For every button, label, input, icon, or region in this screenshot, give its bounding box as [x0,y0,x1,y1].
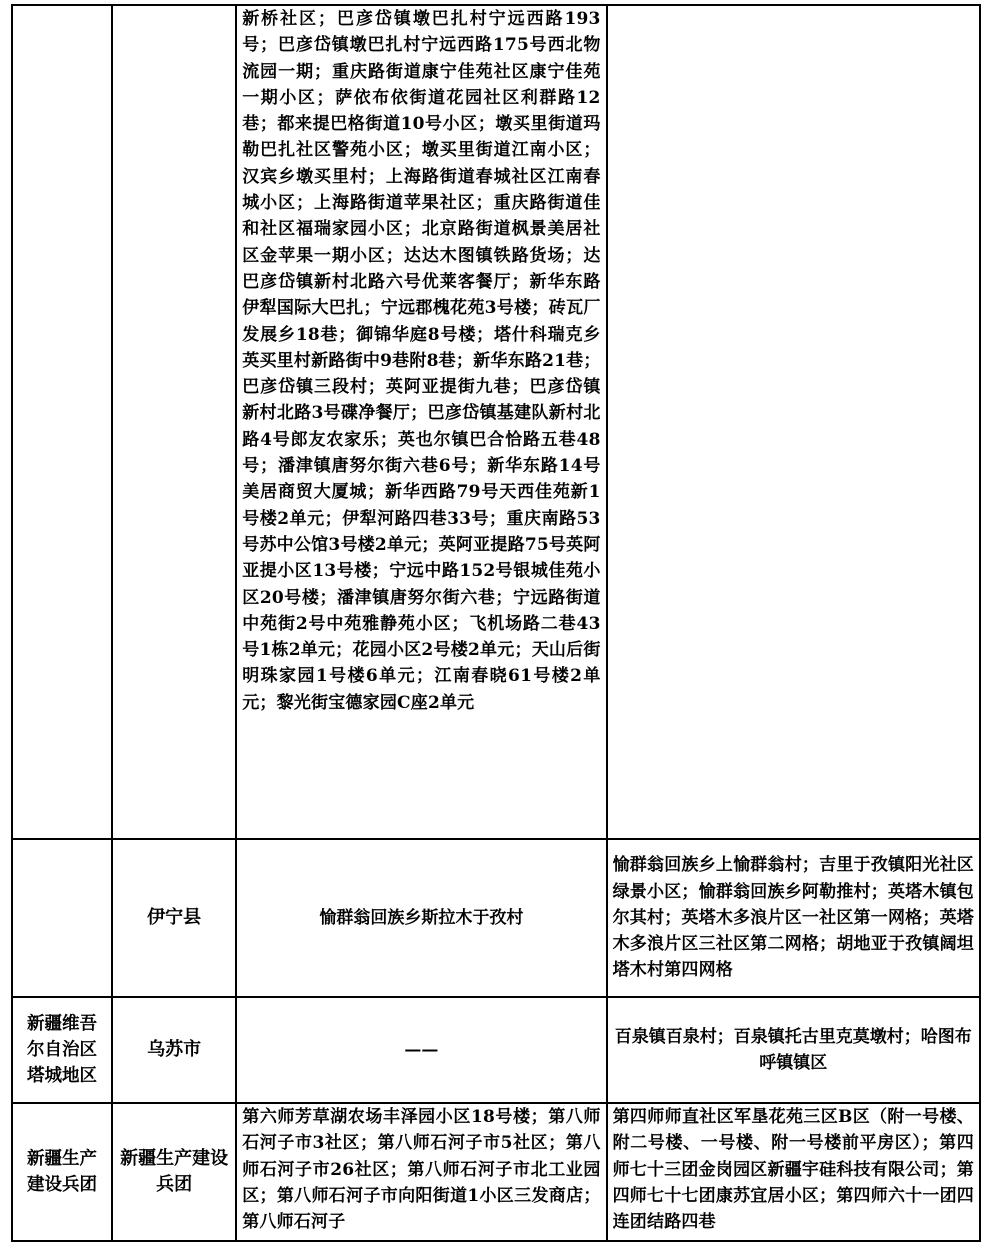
region-cell [12,839,112,997]
mid-risk-areas-cell [607,839,980,997]
high-risk-areas-cell: 愉群翁回族乡斯拉木于孜村 [236,839,606,997]
high-risk-areas-cell: —— [236,997,606,1103]
high-risk-areas-text: 第六师芳草湖农场丰泽园小区18号楼；第八师石河子市3社区；第八师石河子市5社区；第八师石河子市26社区；第八师石河子市北工业园区；第八师石河子市向阳街道1小区三发商店；第八师石河子 [242,1107,601,1233]
high-risk-areas-cell [236,1103,606,1241]
region-cell: 新疆生产建设兵团 [12,1103,112,1241]
region-cell: 新疆维吾尔自治区塔城地区 [12,997,112,1103]
mid-risk-areas-cell [607,1103,980,1241]
risk-area-table [11,4,981,1242]
district-cell: 乌苏市 [112,997,236,1103]
district-cell: 新疆生产建设兵团 [112,1103,236,1241]
high-risk-areas-cell [236,5,606,839]
mid-risk-areas-text: 第四师师直社区军垦花苑三区B区（附一号楼、附二号楼、一号楼、附一号楼前平房区）；第四师七十三团金岗园区新疆宇硅科技有限公司；第四师七十七团康苏宜居小区；第四师六十一团四连团结路四巷 [612,1107,974,1233]
high-risk-areas-text: 新桥社区；巴彦岱镇墩巴扎村宁远西路193号；巴彦岱镇墩巴扎村宁远西路175号西北物流园一期；重庆路街道康宁佳苑社区康宁佳苑一期小区；萨依布依街道花园社区利群路12巷；都来提巴格街道10号小区；墩买里街道玛勒巴扎社区警苑小区；墩买里街道江南小区；汉宾乡墩买里村；上海路街道春城社区江南春城小区；上海路街道苹果社区；重庆路街道佳和社区福瑞家园小区；北京路街道枫景美居社区金苹果一期小区；达达木图镇铁路货场；达巴彦岱镇新村北路六号优莱客餐厅；新华东路伊犁国际大巴扎；宁远郡槐花苑3号楼；砖瓦厂发展乡18巷；御锦华庭8号楼；塔什科瑞克乡英买里村新路街中9巷附8巷；新华东路21巷；巴彦岱镇三段村；英阿亚提街九巷；巴彦岱镇新村北路3号碟净餐厅；巴彦岱镇基建队新村北路4号郎友农家乐；英也尔镇巴合恰路五巷48号；潘津镇唐努尔街六巷6号；新华东路14号美居商贸大厦城；新华西路79号天西佳苑新1号楼2单元；伊犁河路四巷33号；重庆南路53号苏中公馆3号楼2单元；英阿亚提路75号英阿亚提小区13号楼；宁远中路152号银城佳苑小区20号楼；潘津镇唐努尔街六巷；宁远路街道中苑街2号中苑雅静苑小区；飞机场路二巷43号1栋2单元；花园小区2号楼2单元；天山后街明珠家园1号楼6单元；江南春晓61号楼2单元；黎光街宝德家园C座2单元 [242,9,601,713]
mid-risk-areas-cell [607,5,980,839]
district-cell: 伊宁县 [112,839,236,997]
table-row [12,1103,980,1241]
region-cell [12,5,112,839]
district-cell [112,5,236,839]
table-row [12,5,980,839]
table-row [12,997,980,1103]
mid-risk-areas-text: 愉群翁回族乡上愉群翁村；吉里于孜镇阳光社区绿景小区；愉群翁回族乡阿勒推村；英塔木镇包尔其村；英塔木多浪片区一社区第一网格；英塔木多浪片区三社区第二网格；胡地亚于孜镇阔坦塔木村第四网格 [612,855,974,981]
table-row [12,839,980,997]
mid-risk-areas-cell: 百泉镇百泉村；百泉镇托古里克莫墩村；哈图布呼镇镇区 [607,997,980,1103]
